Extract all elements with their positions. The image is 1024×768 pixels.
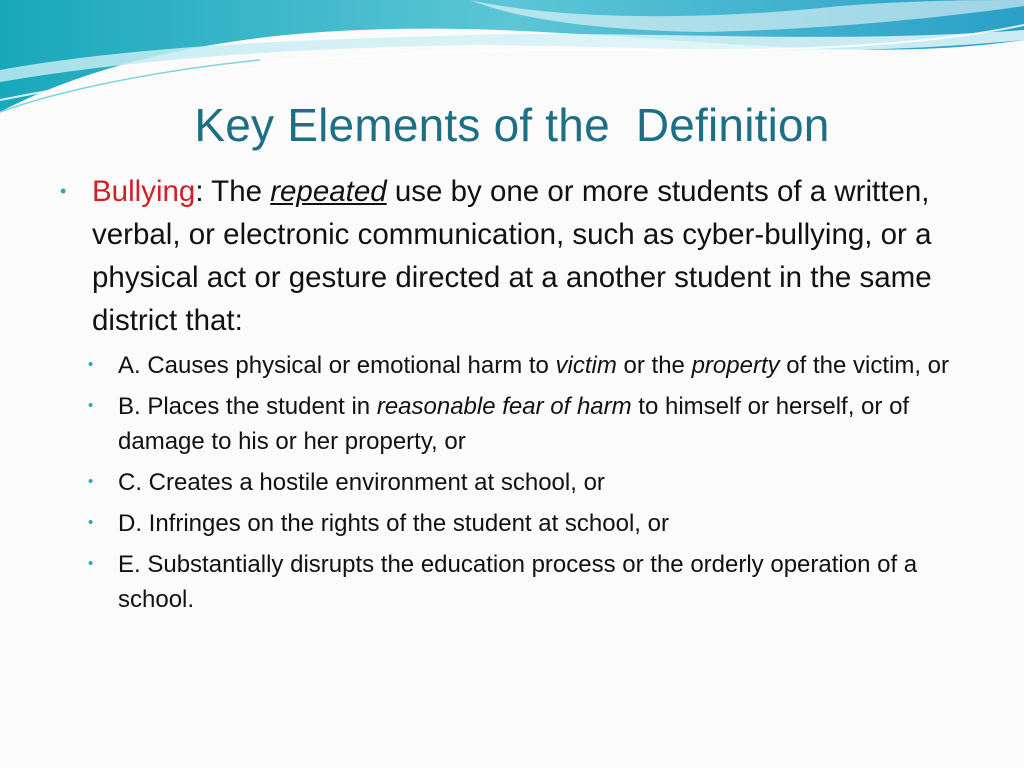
sub-bullet-text: or the [616,352,692,379]
bullet-icon: • [88,397,94,414]
sub-bullet-text: A. Causes physical or emotional harm to [118,352,556,379]
sub-bullet-e [58,547,973,617]
sub-bullet-text: of the victim, or [779,352,950,379]
bullet-icon: • [60,181,67,201]
term-separator: : The [195,175,271,208]
slide-title: Key Elements of the Definition [194,99,830,151]
sub-bullet-list [58,348,973,617]
sub-bullet-d [58,506,973,541]
sub-bullet-italic: reasonable fear of harm [376,393,632,420]
sub-bullet-text: B. Places the student in [118,393,377,420]
emphasis-repeated: repeated [270,175,387,208]
sub-bullet-text: E. Substantially disrupts the education process or the orderly operation of a school. [118,551,918,613]
sub-bullet-c [58,465,973,500]
bullet-icon: • [88,555,94,572]
bullet-icon: • [88,356,94,373]
sub-bullet-a [58,348,973,383]
slide-content [58,170,973,623]
main-bullet-text: use by one or more students of a written, verbal, or electronic communication, such as cyber-bullying, or a physical act or gesture directed at a another student in the same district that: [92,175,932,337]
bullet-icon: • [88,514,94,531]
sub-bullet-italic: property [691,352,780,379]
main-bullet [58,170,973,342]
sub-bullet-text: C. Creates a hostile environment at school, or [118,469,605,496]
term-bullying: Bullying [92,175,196,208]
bullet-icon: • [88,473,94,490]
sub-bullet-text: to himself or herself, or of damage to his or her property, or [118,393,910,455]
sub-bullet-b [58,389,973,459]
sub-bullet-italic: victim [555,352,617,379]
sub-bullet-text: D. Infringes on the rights of the student at school, or [118,510,669,537]
